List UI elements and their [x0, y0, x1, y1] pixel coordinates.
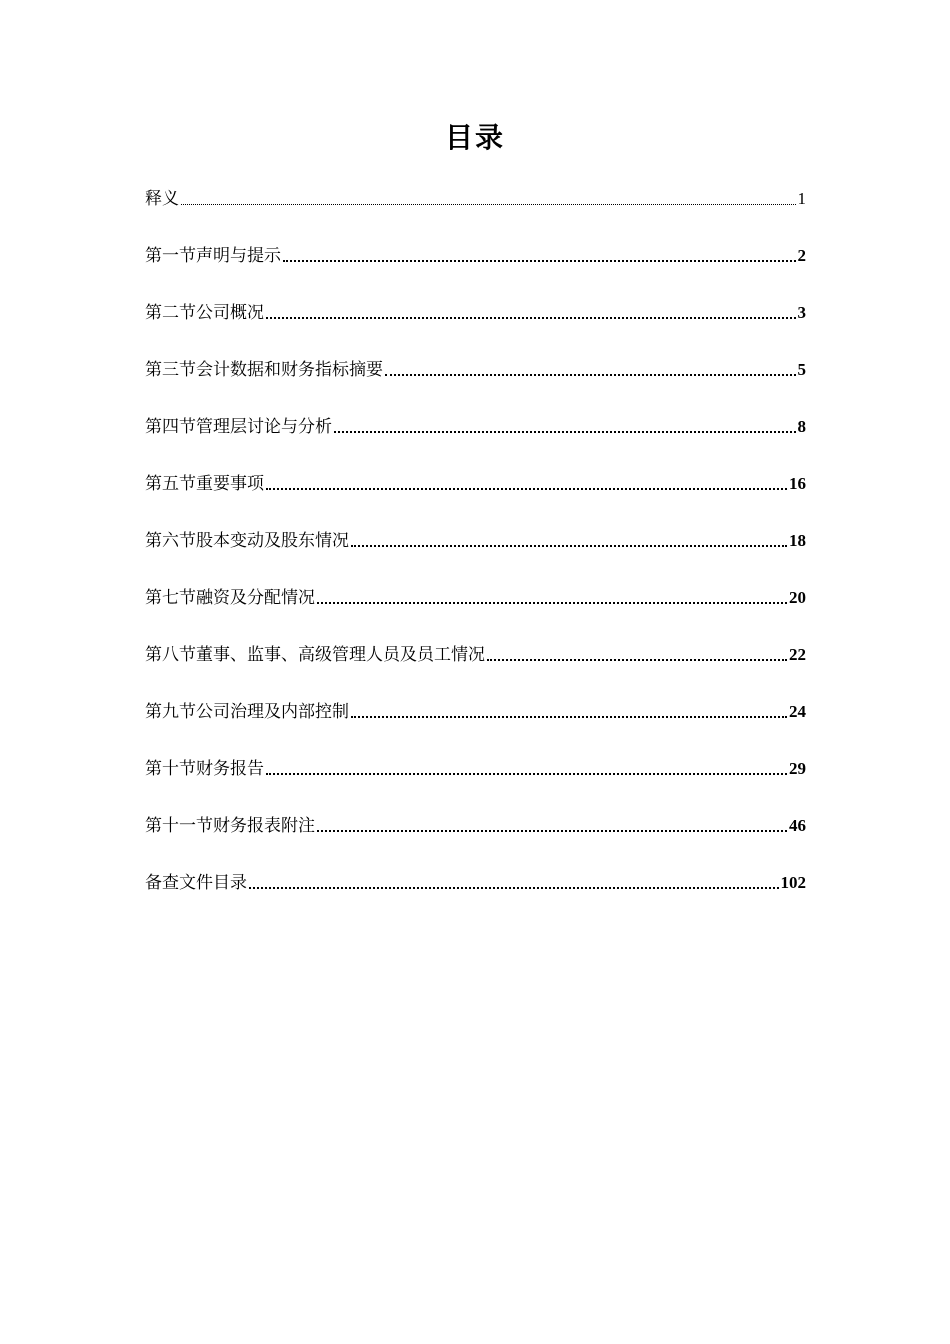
toc-dot-leader: [266, 488, 787, 490]
toc-page-number: 1: [797, 189, 806, 208]
toc-entry-reference-files[interactable]: [145, 864, 806, 894]
toc-dot-leader: [317, 602, 787, 604]
toc-dot-leader: [385, 374, 796, 376]
toc-entry-section-5[interactable]: [145, 465, 806, 495]
toc-entry-section-8[interactable]: [145, 636, 806, 666]
toc-entry-section-1[interactable]: [145, 237, 806, 267]
toc-dot-leader: [351, 545, 787, 547]
toc-page-number: 46: [789, 816, 806, 835]
toc-dot-leader: [351, 716, 787, 718]
toc-dot-leader: [266, 773, 787, 775]
toc-page-number: 2: [797, 246, 806, 265]
table-of-contents: [145, 180, 806, 921]
toc-page-number: 5: [797, 360, 806, 379]
toc-entry-label: 第九节公司治理及内部控制: [145, 702, 349, 722]
toc-entry-label: 第十一节财务报表附注: [145, 816, 315, 836]
toc-entry-section-3[interactable]: [145, 351, 806, 381]
toc-page-number: 22: [789, 645, 806, 664]
toc-page-number: 16: [789, 474, 806, 493]
toc-page-number: 20: [789, 588, 806, 607]
toc-page-number: 102: [780, 873, 806, 892]
toc-entry-section-7[interactable]: [145, 579, 806, 609]
toc-entry-label: 第四节管理层讨论与分析: [145, 417, 332, 437]
toc-entry-label: 第七节融资及分配情况: [145, 588, 315, 608]
toc-entry-label: 第一节声明与提示: [145, 246, 281, 266]
toc-page-number: 29: [789, 759, 806, 778]
page-title: 目录: [444, 121, 505, 154]
toc-dot-leader: [334, 431, 796, 433]
toc-entry-label: 第八节董事、监事、高级管理人员及员工情况: [145, 645, 485, 665]
toc-entry-section-4[interactable]: [145, 408, 806, 438]
toc-entry-label: 第六节股本变动及股东情况: [145, 531, 349, 551]
toc-page-number: 3: [797, 303, 806, 322]
toc-entry-label: 第五节重要事项: [145, 474, 264, 494]
toc-entry-label: 第十节财务报告: [145, 759, 264, 779]
toc-page-number: 8: [797, 417, 806, 436]
toc-entry-section-11[interactable]: [145, 807, 806, 837]
toc-entry-label: 释义: [145, 189, 179, 209]
toc-entry-label: 备查文件目录: [145, 873, 247, 893]
toc-entry-section-6[interactable]: [145, 522, 806, 552]
toc-dot-leader: [249, 887, 779, 889]
toc-dot-leader: [317, 830, 787, 832]
toc-entry-label: 第二节公司概况: [145, 303, 264, 323]
toc-dot-leader: [181, 204, 796, 205]
toc-entry-section-2[interactable]: [145, 294, 806, 324]
toc-page-number: 18: [789, 531, 806, 550]
toc-entry-definitions[interactable]: [145, 180, 806, 210]
toc-dot-leader: [487, 659, 787, 661]
toc-entry-label: 第三节会计数据和财务指标摘要: [145, 360, 383, 380]
toc-dot-leader: [283, 260, 796, 262]
toc-entry-section-10[interactable]: [145, 750, 806, 780]
toc-entry-section-9[interactable]: [145, 693, 806, 723]
toc-page-number: 24: [789, 702, 806, 721]
toc-dot-leader: [266, 317, 796, 319]
